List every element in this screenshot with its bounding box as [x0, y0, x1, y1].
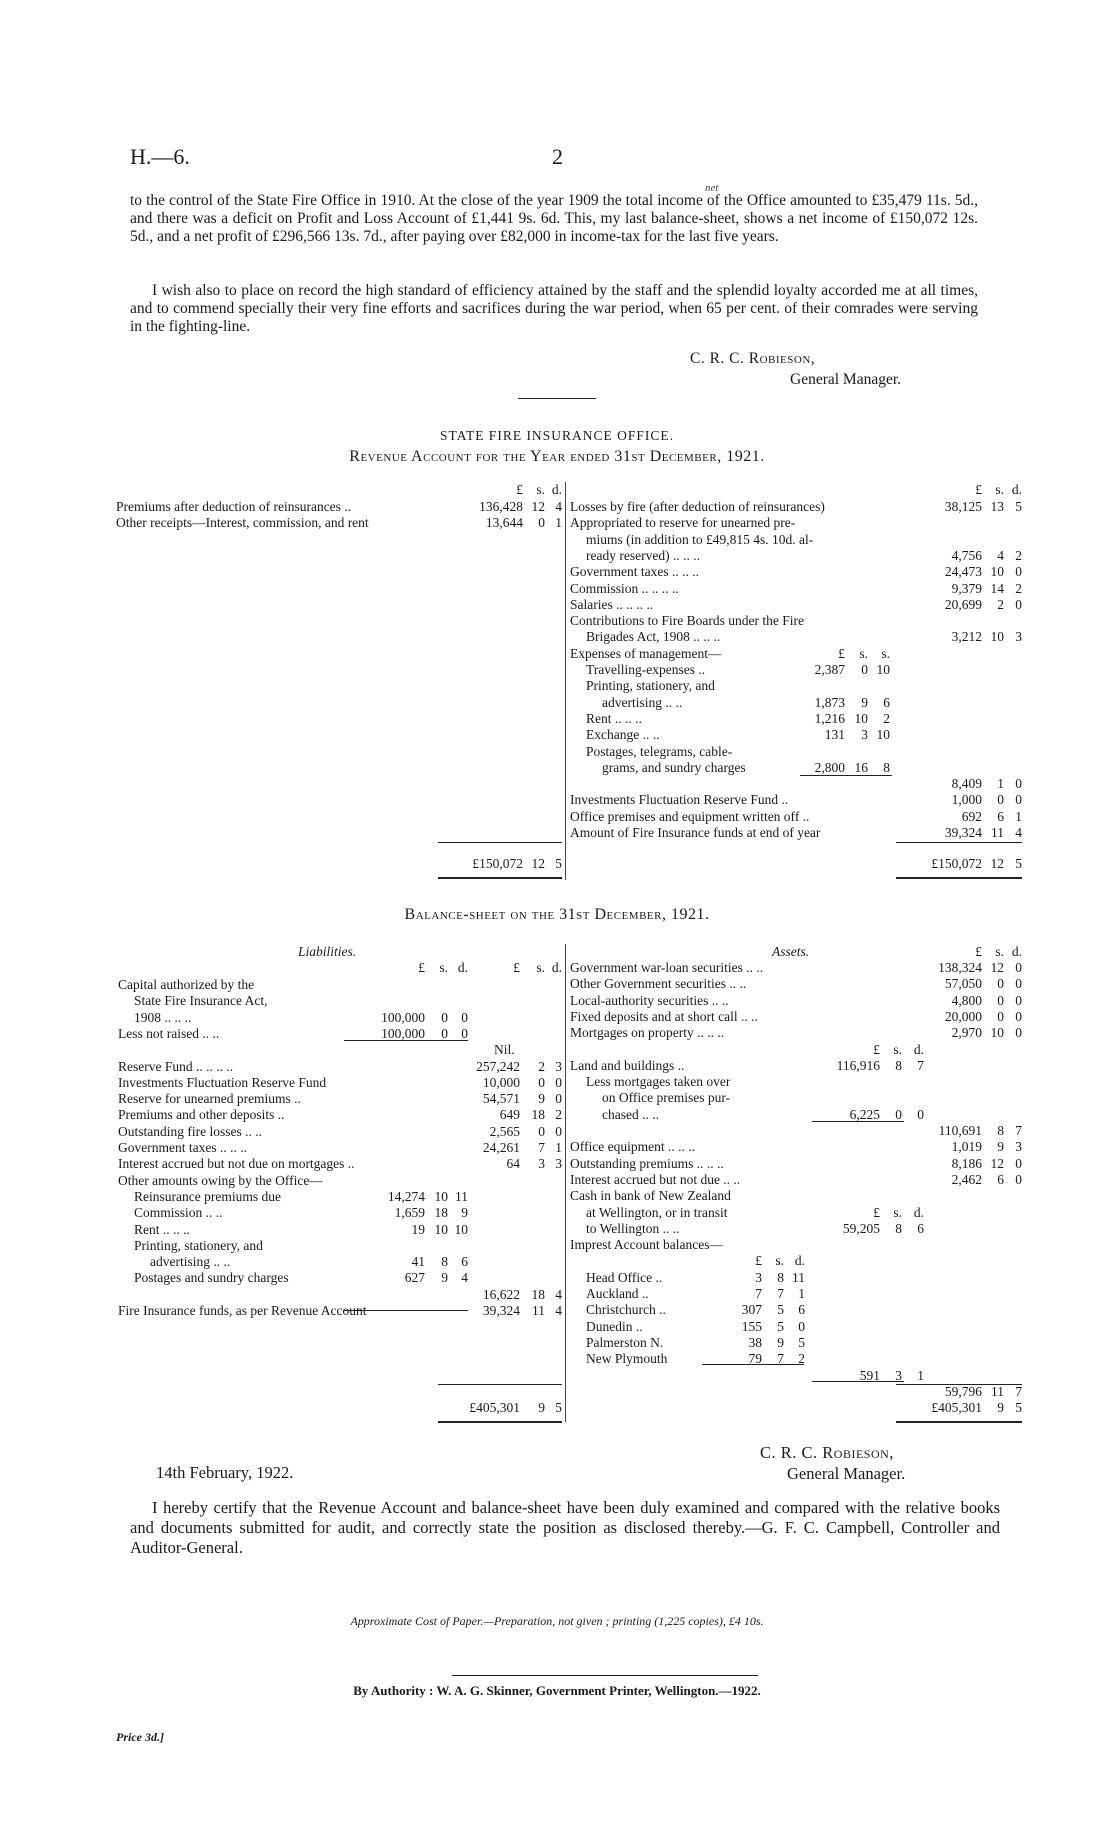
revenue-account-title: Revenue Account for the Year ended 31st December, 1921. [349, 448, 765, 465]
rev-expense-detail-pounds: 1,873 [814, 694, 845, 710]
asset-label: Auckland .. [586, 1286, 649, 1301]
asset-shillings: 0 [997, 992, 1004, 1008]
rev-expense-shillings: 14 [990, 580, 1004, 596]
liability-detail-pounds: 100,000 [381, 1009, 425, 1025]
asset-label: Cash in bank of New Zealand [570, 1188, 731, 1204]
bs-right-total-pounds: £405,301 [931, 1400, 982, 1415]
liability-detail-shillings: 0 [441, 1025, 448, 1041]
rev-expense-detail-pence: s. [881, 645, 890, 661]
rev-subtotal-rule [800, 775, 892, 776]
rev-right-shilling-head: s. [995, 482, 1004, 497]
rev-column-divider [565, 482, 566, 880]
balance-sheet-title: Balance-sheet on the 31st December, 1921. [404, 906, 710, 923]
rev-expense-detail-shillings: s. [859, 645, 868, 661]
rev-left-pound-head: £ [516, 482, 523, 497]
liability-pounds: 24,261 [482, 1140, 520, 1155]
rev-expense-pence: 0 [1015, 792, 1022, 808]
asset-pounds: 2,462 [951, 1171, 982, 1187]
asset-detail-pence: 6 [917, 1220, 924, 1236]
rev-expense-label: Printing, stationery, and [586, 678, 715, 694]
rev-right-total-shillings: 12 [990, 856, 1004, 871]
rev-right-double-rule [896, 877, 1022, 879]
liability-detail-pence: 0 [461, 1009, 468, 1025]
rev-expense-pence: 4 [1015, 825, 1022, 840]
asset-label: Other Government securities .. .. [570, 976, 747, 992]
rev-left-double-rule [438, 877, 562, 879]
rev-expense-pounds: 1,000 [951, 792, 982, 808]
liability-pounds: 16,622 [482, 1286, 520, 1302]
liability-pounds: 39,324 [482, 1303, 520, 1318]
liability-shillings: 3 [538, 1156, 545, 1172]
liability-detail-pounds: 1,659 [394, 1205, 425, 1221]
rev-expense-detail-pence: 10 [876, 662, 890, 677]
liability-label: Fire Insurance funds, as per Revenue Account [118, 1303, 367, 1318]
handwritten-insertion: net [705, 182, 719, 194]
liability-label: Postages and sundry charges [134, 1270, 289, 1286]
asset-shillings: 12 [990, 960, 1004, 975]
asset-label: Local-authority securities .. .. [570, 992, 729, 1008]
rev-expense-label: miums (in addition to £49,815 4s. 10d. al- [586, 531, 814, 547]
asset-shillings: 8 [997, 1123, 1004, 1138]
asset-pence: 0 [1015, 1171, 1022, 1187]
closing-signature-name: C. R. C. Robieson, [760, 1443, 894, 1462]
asset-pounds: 57,050 [944, 976, 982, 992]
liability-pounds: 649 [499, 1107, 520, 1123]
rev-expense-detail-pounds: 2,800 [814, 759, 845, 775]
rev-expense-detail-shillings: 3 [861, 727, 868, 743]
signature-name: C. R. C. Robieson, [690, 350, 816, 367]
liability-detail-shillings: 10 [434, 1221, 448, 1237]
imprest-pounds: £ [755, 1253, 762, 1269]
asset-pounds: 20,000 [944, 1008, 982, 1024]
asset-pounds: 110,691 [938, 1123, 982, 1138]
assets-heading: Assets. [772, 944, 810, 959]
rev-expense-pounds: 39,324 [944, 825, 982, 840]
liability-detail-pounds: 627 [404, 1270, 425, 1286]
imprest-shillings: 9 [777, 1334, 784, 1350]
asset-label: Interest accrued but not due .. .. [570, 1171, 741, 1187]
liability-pence: 0 [555, 1074, 562, 1090]
bs-left-total-rule [438, 1384, 562, 1385]
imprest-pounds: 155 [741, 1318, 762, 1334]
rev-expense-shillings: 1 [997, 776, 1004, 792]
asset-label: Government war-loan securities .. .. [570, 960, 764, 975]
asset-pounds: 138,324 [938, 960, 982, 975]
asset-label: Christchurch .. [586, 1302, 666, 1318]
rev-expense-label: Government taxes .. .. .. [570, 564, 699, 580]
asset-detail-pounds: 116,916 [836, 1057, 880, 1073]
asset-label: to Wellington .. .. [586, 1220, 680, 1236]
asset-label: Office equipment .. .. .. [570, 1139, 695, 1155]
asset-pence: 0 [1015, 992, 1022, 1008]
asset-label: chased .. .. [602, 1106, 659, 1122]
asset-shillings: 0 [997, 976, 1004, 992]
asset-label: on Office premises pur- [602, 1090, 731, 1106]
liab-pound-head: £ [513, 960, 520, 975]
rev-left-total-pounds: £150,072 [472, 856, 523, 871]
liability-label: Government taxes .. .. .. [118, 1140, 247, 1155]
liability-shillings: 0 [538, 1123, 545, 1139]
liability-detail-shillings: 8 [441, 1254, 448, 1270]
asset-detail-pounds: 59,205 [842, 1220, 880, 1236]
liability-pence: 4 [555, 1303, 562, 1318]
asset-label: Imprest Account balances— [570, 1237, 723, 1253]
asset-pence: 3 [1015, 1139, 1022, 1155]
asset-label: New Plymouth [586, 1351, 668, 1367]
asset-shillings: 6 [997, 1171, 1004, 1187]
rev-expense-label: Travelling-expenses .. [586, 662, 706, 677]
rev-expense-detail-pence: 10 [876, 727, 890, 743]
rev-expense-pounds: 692 [961, 808, 982, 824]
asset-detail-pence: d. [913, 1041, 924, 1057]
asset-label: Less mortgages taken over [586, 1074, 731, 1090]
liab-pence-head: d. [551, 960, 562, 975]
rev-expense-detail-pence: 6 [883, 694, 890, 710]
signature-title: General Manager. [790, 371, 902, 388]
rev-expense-label: Amount of Fire Insurance funds at end of year [570, 825, 821, 840]
intro-paragraph-2: I wish also to place on record the high standard of efficiency attained by the staff and the splendid loyalty accorded me at all times, and to commend specially their very fine efforts and sacrifices during the war period, when 65 per cent. of their comrades were serving in the fighting-line. [130, 282, 978, 335]
asset-detail-pounds: £ [873, 1041, 880, 1057]
asset-pence: 7 [1015, 1383, 1022, 1399]
rev-expense-shillings: 2 [997, 596, 1004, 612]
liability-label: State Fire Insurance Act, [134, 993, 268, 1009]
liability-detail-shillings: 10 [434, 1188, 448, 1204]
asset-detail-shillings: 0 [895, 1106, 902, 1122]
rev-expense-pence: 0 [1015, 596, 1022, 612]
intro-paragraph-1: to the control of the State Fire Office in 1910. At the close of the year 1909 the total income of the Office amounted to £35,479 11s. 5d., and there was a deficit on Profit and Loss Account of £1,441 9s. 6d. This, my last balance-sheet, shows a net income of £150,072 12s. 5d., and a net profit of £296,566 13s. 7d., after paying over £82,000 in income-tax for the last five years. [130, 192, 978, 245]
asset-detail-pence: 0 [917, 1106, 924, 1122]
footer-rule [452, 1675, 758, 1676]
rev-expense-detail-pounds: 131 [824, 727, 845, 743]
liability-detail-pence: 0 [461, 1025, 468, 1041]
liability-pounds: 257,242 [476, 1058, 520, 1074]
asset-detail-shillings: 8 [895, 1220, 902, 1236]
liability-shillings: 11 [532, 1303, 545, 1318]
imprest-shillings: 7 [777, 1286, 784, 1301]
liability-detail-pence: 10 [454, 1221, 468, 1237]
liability-detail-shillings: 0 [441, 1009, 448, 1025]
imprest-pounds: 79 [748, 1351, 762, 1367]
rev-income-pence: 4 [555, 499, 562, 514]
asset-detail-shillings: 3 [895, 1367, 902, 1383]
rev-income-pounds: 13,644 [485, 515, 523, 531]
bs-left-total-shillings: 9 [538, 1400, 545, 1415]
bs-right-total-shillings: 9 [997, 1400, 1004, 1415]
rev-expense-detail-shillings: 9 [861, 694, 868, 710]
asset-detail-shillings: s. [893, 1041, 902, 1057]
liab-other-amounts-rule [344, 1310, 468, 1311]
liability-label: 1908 .. .. .. [134, 1009, 192, 1025]
liabilities-heading: Liabilities. [298, 944, 357, 959]
asset-pence-head: d. [1011, 944, 1022, 959]
rev-right-pound-head: £ [975, 482, 982, 497]
liability-pence: 1 [555, 1140, 562, 1155]
imprest-pounds: 38 [748, 1334, 762, 1350]
asset-label: at Wellington, or in transit [586, 1204, 728, 1220]
asset-shillings: 11 [991, 1383, 1004, 1399]
asset-pence: 0 [1015, 976, 1022, 992]
rev-income-label: Premiums after deduction of reinsurances .. [116, 499, 352, 514]
asset-pounds: 1,019 [951, 1139, 982, 1155]
liability-label: Reserve for unearned premiums .. [118, 1091, 301, 1107]
asset-shillings: 10 [990, 1025, 1004, 1041]
rev-expense-label: Exchange .. .. [586, 727, 660, 743]
liability-detail-pence: 9 [461, 1205, 468, 1221]
bs-left-double-rule [438, 1421, 562, 1423]
liability-detail-shillings: 9 [441, 1270, 448, 1286]
asset-label: Palmerston N. [586, 1334, 664, 1350]
liability-shillings: 18 [531, 1107, 545, 1123]
liability-pounds: 10,000 [482, 1074, 520, 1090]
liability-pence: 0 [555, 1091, 562, 1107]
asset-shillings: 12 [990, 1155, 1004, 1171]
liability-shillings: 2 [538, 1058, 545, 1074]
imprest-pounds: 3 [755, 1269, 762, 1285]
rev-expense-label: Brigades Act, 1908 .. .. .. [586, 629, 721, 645]
asset-pence: 0 [1015, 960, 1022, 975]
liability-detail-shillings: 18 [434, 1205, 448, 1221]
rev-expense-pounds: 20,699 [944, 596, 982, 612]
bs-right-double-rule [896, 1421, 1022, 1423]
liability-shillings: 9 [538, 1091, 545, 1107]
rev-income-shillings: 0 [538, 515, 545, 531]
rev-expense-pence: 3 [1015, 629, 1022, 645]
liability-pounds: 54,571 [482, 1091, 520, 1107]
rev-expense-pence: 2 [1015, 547, 1022, 563]
rev-expense-pounds: 3,212 [951, 629, 982, 645]
rev-expense-label: Postages, telegrams, cable- [586, 743, 733, 759]
liability-detail-pence: 11 [455, 1188, 468, 1204]
asset-label: Fixed deposits and at short call .. .. [570, 1008, 758, 1024]
rev-expense-label: Salaries .. .. .. .. [570, 596, 654, 612]
rev-left-shilling-head: s. [536, 482, 545, 497]
imprest-pence: 0 [798, 1318, 805, 1334]
liability-label: Rent .. .. .. [134, 1221, 190, 1237]
imprest-pounds: 307 [741, 1302, 762, 1318]
rev-expense-shillings: 10 [990, 629, 1004, 645]
asset-label: Mortgages on property .. .. .. [570, 1025, 725, 1041]
rev-expense-detail-pounds: £ [838, 645, 845, 661]
rev-expense-shillings: 11 [991, 825, 1004, 840]
closing-signature-title: General Manager. [787, 1464, 906, 1483]
cost-of-paper: Approximate Cost of Paper.—Preparation, not given ; printing (1,225 copies), £4 10s. [350, 1614, 764, 1628]
liability-detail-pounds: 19 [411, 1221, 425, 1237]
liab-capital-rule [344, 1040, 468, 1041]
asset-detail-pounds: £ [873, 1204, 880, 1220]
asset-pounds: 59,796 [944, 1383, 982, 1399]
liability-detail-pounds: 41 [411, 1254, 425, 1270]
rev-expense-label: Office premises and equipment written off .. [570, 808, 810, 824]
rev-expense-pounds: 4,756 [951, 547, 982, 563]
asset-pounds: 4,800 [951, 992, 982, 1008]
bs-column-divider [565, 944, 566, 1422]
rev-expense-pounds: 8,409 [951, 776, 982, 792]
liability-shillings: 0 [538, 1074, 545, 1090]
rev-expense-detail-pounds: 2,387 [814, 662, 845, 677]
office-title: STATE FIRE INSURANCE OFFICE. [440, 428, 674, 443]
asset-detail-pence: 1 [917, 1367, 924, 1383]
rev-expense-label: Losses by fire (after deduction of reinsurances) [570, 499, 825, 514]
rev-right-total-pence: 5 [1015, 856, 1022, 871]
liability-pence: 2 [555, 1107, 562, 1123]
rev-expense-pence: 1 [1015, 808, 1022, 824]
rev-right-total-rule [896, 842, 1022, 843]
rev-left-total-shillings: 12 [531, 856, 545, 871]
rev-expense-label: grams, and sundry charges [602, 759, 746, 775]
imprest-pence: 1 [798, 1286, 805, 1301]
liability-label: advertising .. .. [150, 1254, 231, 1270]
imprest-shillings: 5 [777, 1318, 784, 1334]
rev-expense-shillings: 0 [997, 792, 1004, 808]
imprest-pence: 5 [798, 1334, 805, 1350]
liability-label: Investments Fluctuation Reserve Fund [118, 1074, 327, 1090]
bs-left-total-pence: 5 [555, 1400, 562, 1415]
liab-inner-shilling-head: s. [439, 960, 448, 975]
imprest-shillings: s. [775, 1253, 784, 1269]
rev-left-pence-head: d. [551, 482, 562, 497]
asset-pounds: 8,186 [951, 1155, 982, 1171]
rev-left-total-pence: 5 [555, 856, 562, 871]
liability-label: Reserve Fund .. .. .. .. [118, 1058, 234, 1074]
rev-income-shillings: 12 [531, 499, 545, 514]
rev-expense-detail-shillings: 10 [854, 710, 868, 726]
asset-pound-head: £ [975, 944, 982, 959]
rev-expense-shillings: 6 [997, 808, 1004, 824]
price: Price 3d.] [116, 1730, 164, 1744]
rev-expense-pence: 2 [1015, 580, 1022, 596]
rev-expense-shillings: 10 [990, 564, 1004, 580]
rev-right-total-pounds: £150,072 [931, 856, 982, 871]
document-reference: H.—6. [130, 144, 190, 169]
asset-pence: 0 [1015, 1008, 1022, 1024]
rev-expense-label: ready reserved) .. .. .. [586, 547, 700, 563]
imprest-pence: 2 [798, 1351, 805, 1367]
rev-expense-detail-shillings: 16 [854, 759, 868, 775]
rev-expense-label: Appropriated to reserve for unearned pre- [570, 515, 796, 531]
liab-inner-pence-head: d. [457, 960, 468, 975]
asset-cash-rule [812, 1381, 904, 1382]
asset-pence: 0 [1015, 1155, 1022, 1171]
rev-left-total-rule [438, 842, 562, 843]
asset-label: Dunedin .. [586, 1318, 643, 1334]
liability-pence: 3 [555, 1058, 562, 1074]
liability-pounds: 2,565 [489, 1123, 520, 1139]
bs-right-total-rule [896, 1384, 1022, 1385]
rev-expense-label: Rent .. .. .. [586, 710, 642, 726]
rev-expense-shillings: 4 [997, 547, 1004, 563]
liability-shillings: 18 [531, 1286, 545, 1302]
page-number: 2 [552, 144, 563, 169]
liability-detail-pounds: 14,274 [387, 1188, 425, 1204]
rev-expense-label: advertising .. .. [602, 694, 683, 710]
rev-expense-detail-shillings: 0 [861, 662, 868, 677]
liability-pence: 4 [555, 1286, 562, 1302]
asset-detail-shillings: s. [893, 1204, 902, 1220]
imprest-pence: 11 [792, 1269, 805, 1285]
bs-right-total-pence: 5 [1015, 1400, 1022, 1415]
asset-imprest-rule [702, 1364, 804, 1365]
rev-expense-label: Expenses of management— [570, 645, 722, 661]
liability-label: Reinsurance premiums due [134, 1188, 281, 1204]
rev-expense-pounds: 24,473 [944, 564, 982, 580]
imprest-pence: 6 [798, 1302, 805, 1318]
asset-shilling-head: s. [995, 944, 1004, 959]
liability-label: Interest accrued but not due on mortgages .. [118, 1156, 355, 1172]
separator-rule [518, 398, 596, 399]
asset-label: Outstanding premiums .. .. .. [570, 1155, 724, 1171]
liability-detail-pence: 6 [461, 1254, 468, 1270]
asset-pence: 7 [1015, 1123, 1022, 1138]
imprest-shillings: 8 [777, 1269, 784, 1285]
rev-right-pence-head: d. [1011, 482, 1022, 497]
rev-expense-detail-pence: 8 [883, 759, 890, 775]
asset-shillings: 9 [997, 1139, 1004, 1155]
rev-income-pounds: 136,428 [479, 499, 523, 514]
liability-label: Other amounts owing by the Office— [118, 1172, 323, 1188]
bs-left-total-pounds: £405,301 [469, 1400, 520, 1415]
liability-label: Capital authorized by the [118, 977, 255, 992]
rev-expense-detail-pence: 2 [883, 710, 890, 726]
liability-pence: 3 [555, 1156, 562, 1172]
imprest-shillings: 7 [777, 1351, 784, 1367]
rev-expense-label: Commission .. .. .. .. [570, 580, 679, 596]
rev-expense-pounds: 9,379 [951, 580, 982, 596]
rev-expense-pence: 0 [1015, 776, 1022, 792]
rev-expense-pounds: 38,125 [944, 499, 982, 514]
asset-shillings: 0 [997, 1008, 1004, 1024]
liab-inner-pound-head: £ [418, 960, 425, 975]
asset-land-rule [812, 1121, 904, 1122]
liability-label: Commission .. .. [134, 1205, 223, 1221]
rev-expense-shillings: 13 [990, 499, 1004, 514]
asset-pence: 0 [1015, 1025, 1022, 1041]
liability-label: Outstanding fire losses .. .. [118, 1123, 262, 1139]
liability-pence: 0 [555, 1123, 562, 1139]
asset-detail-shillings: 8 [895, 1057, 902, 1073]
liability-detail-pounds: 100,000 [381, 1025, 425, 1041]
asset-pounds: 2,970 [951, 1025, 982, 1041]
liability-nil: Nil. [494, 1042, 515, 1058]
closing-date: 14th February, 1922. [156, 1463, 294, 1482]
imprest-shillings: 5 [777, 1302, 784, 1318]
liability-pounds: 64 [506, 1156, 520, 1172]
rev-income-pence: 1 [555, 515, 562, 531]
printer-authority: By Authority : W. A. G. Skinner, Government Printer, Wellington.—1922. [353, 1683, 761, 1698]
asset-detail-pence: 7 [917, 1057, 924, 1073]
asset-detail-pence: d. [913, 1204, 924, 1220]
asset-label: Land and buildings .. [570, 1057, 685, 1073]
imprest-pence: d. [794, 1253, 805, 1269]
asset-label: Head Office .. [586, 1269, 663, 1285]
liab-shilling-head: s. [536, 960, 545, 975]
rev-expense-label: Contributions to Fire Boards under the Fire [570, 613, 804, 629]
rev-expense-label: Investments Fluctuation Reserve Fund .. [570, 792, 789, 808]
imprest-pounds: 7 [755, 1286, 762, 1301]
liability-detail-pence: 4 [461, 1270, 468, 1286]
auditor-certificate: I hereby certify that the Revenue Account and balance-sheet have been duly examined and compared with the relative books and documents submitted for audit, and correctly state the position as disclosed thereby.—G. F. C. Campbell, Controller and Auditor-General. [130, 1498, 1000, 1557]
liability-label: Less not raised .. .. [118, 1025, 220, 1041]
rev-expense-detail-pounds: 1,216 [814, 710, 845, 726]
rev-expense-pence: 0 [1015, 564, 1022, 580]
liability-label: Premiums and other deposits .. [118, 1107, 285, 1123]
asset-detail-pounds: 591 [859, 1367, 880, 1383]
rev-expense-pence: 5 [1015, 499, 1022, 514]
liability-shillings: 7 [538, 1140, 545, 1155]
rev-income-label: Other receipts—Interest, commission, and rent [116, 515, 369, 531]
asset-detail-pounds: 6,225 [849, 1106, 880, 1122]
liability-label: Printing, stationery, and [134, 1237, 263, 1253]
